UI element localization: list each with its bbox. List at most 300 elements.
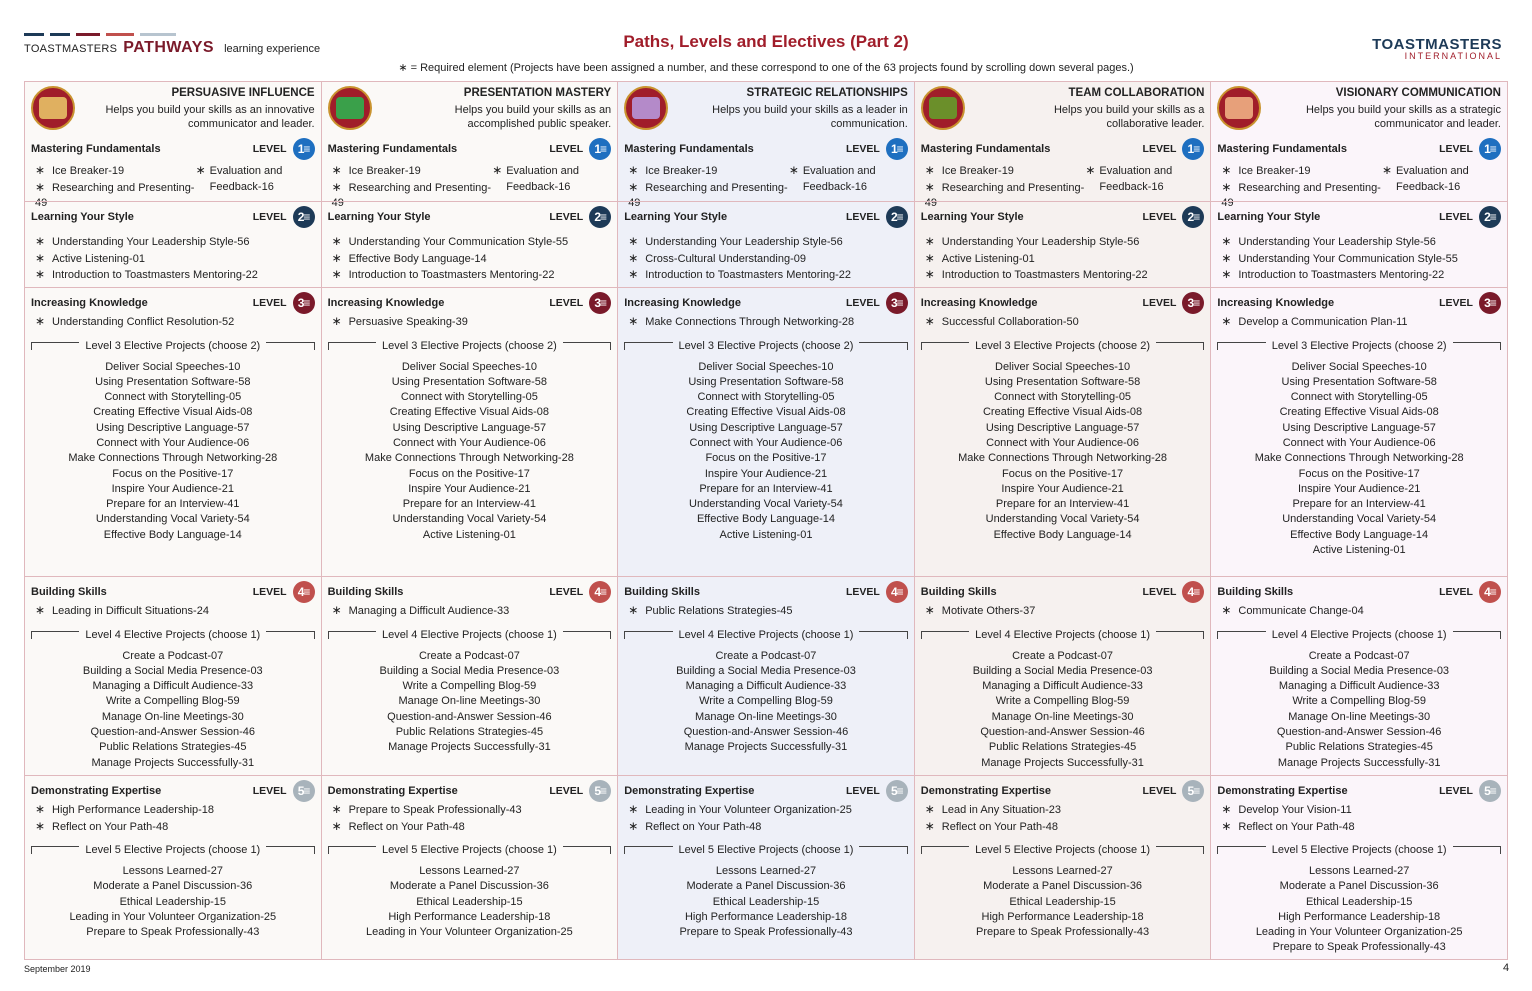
level-2-badge: 2≡: [1182, 206, 1204, 228]
level-word: LEVEL: [252, 586, 287, 598]
path-column: [618, 82, 915, 959]
required-list: [921, 603, 1205, 620]
elective-header: [1217, 844, 1501, 856]
bracket-left: [624, 342, 672, 350]
elective-project: Make Connections Through Networking-28: [68, 452, 278, 465]
bracket-right: [1156, 846, 1204, 854]
elective-project: Creating Effective Visual Aids-08: [686, 406, 846, 419]
elective-list: [624, 360, 908, 544]
level-word: LEVEL: [1439, 586, 1473, 598]
elective-title: Level 4 Elective Projects (choose 1): [1271, 628, 1447, 641]
bracket-left: [624, 846, 672, 854]
required-list: [31, 234, 315, 284]
level-indicator: [846, 138, 908, 160]
elective-header: [31, 340, 315, 352]
elective-project: Creating Effective Visual Aids-08: [1279, 406, 1439, 419]
level-indicator: [549, 780, 611, 802]
level-5-badge: 5≡: [1479, 780, 1501, 802]
required-list: [328, 603, 612, 620]
elective-project: High Performance Leadership-18: [684, 910, 847, 923]
elective-title: Level 5 Elective Projects (choose 1): [85, 844, 261, 856]
elective-project: Manage Projects Successfully-31: [684, 741, 848, 754]
level-2-section: [25, 201, 321, 287]
path-logo-emblem: [39, 97, 67, 119]
level-word: LEVEL: [1142, 586, 1177, 598]
elective-title: Level 4 Elective Projects (choose 1): [678, 628, 854, 641]
level-indicator: [549, 206, 611, 228]
level-header: [328, 206, 612, 228]
path-logo-emblem: [632, 97, 660, 119]
elective-project: Manage On-line Meetings-30: [398, 695, 541, 708]
level-indicator: [1439, 581, 1501, 603]
elective-list: [921, 360, 1205, 544]
level-3-section: [915, 287, 1211, 576]
required-list: [328, 234, 612, 284]
elective-title: Level 3 Elective Projects (choose 2): [381, 339, 557, 352]
level-indicator: [549, 581, 611, 603]
required-project: ∗ Researching and Presenting-49: [1221, 180, 1382, 212]
bracket-left: [1217, 846, 1265, 854]
elective-header: [1217, 629, 1501, 641]
level-4-section: [322, 576, 618, 775]
elective-project: Ethical Leadership-15: [1009, 895, 1116, 908]
level-name: Building Skills: [920, 586, 997, 598]
required-list: [921, 314, 1205, 331]
elective-project: Understanding Vocal Variety-54: [392, 513, 547, 526]
elective-project: Using Descriptive Language-57: [392, 421, 547, 434]
required-project: ∗ Successful Collaboration-50: [925, 314, 1205, 331]
elective-project: Deliver Social Speeches-10: [401, 360, 537, 373]
elective-project: Creating Effective Visual Aids-08: [982, 406, 1143, 419]
required-project: ∗ Reflect on Your Path-48: [628, 819, 908, 836]
elective-title: Level 5 Elective Projects (choose 1): [975, 844, 1151, 856]
level-3-badge: 3≡: [1479, 292, 1501, 314]
path-header: [618, 82, 914, 134]
level-header: [1217, 292, 1501, 314]
elective-title: Level 3 Elective Projects (choose 2): [1271, 339, 1447, 352]
paths-grid: [24, 81, 1508, 960]
level-indicator: [1439, 780, 1501, 802]
required-project: ∗ Reflect on Your Path-48: [925, 819, 1205, 836]
bracket-right: [1453, 631, 1501, 639]
elective-project: Prepare for an Interview-41: [402, 498, 537, 511]
level-header: [624, 206, 908, 228]
level-5-section: [915, 775, 1211, 959]
level-5-section: [618, 775, 914, 959]
level-word: LEVEL: [1439, 211, 1473, 223]
required-project: ∗ Introduction to Toastmasters Mentoring-22: [628, 267, 908, 284]
elective-project: Understanding Vocal Variety-54: [95, 513, 250, 526]
elective-title: Level 3 Elective Projects (choose 2): [85, 339, 261, 352]
level-indicator: [846, 780, 908, 802]
bracket-left: [921, 631, 969, 639]
level-header: [328, 138, 612, 160]
level-indicator: [549, 138, 611, 160]
elective-project: Question-and-Answer Session-46: [683, 725, 849, 738]
level-header: [1217, 206, 1501, 228]
path-name: VISIONARY COMMUNICATION: [1335, 87, 1501, 99]
elective-project: Create a Podcast-07: [715, 649, 817, 662]
required-project: ∗ Motivate Others-37: [925, 603, 1205, 620]
required-list: [31, 314, 315, 331]
required-project: ∗ Researching and Presenting-49: [35, 180, 196, 212]
elective-header: [31, 844, 315, 856]
elective-project: Focus on the Positive-17: [705, 452, 827, 465]
brand-tagline: learning experience: [224, 43, 321, 55]
elective-project: Manage Projects Successfully-31: [981, 756, 1144, 769]
level-5-badge: 5≡: [589, 780, 611, 802]
elective-project: Creating Effective Visual Aids-08: [93, 406, 253, 419]
required-project: ∗ Introduction to Toastmasters Mentoring-22: [1221, 267, 1501, 284]
elective-project: High Performance Leadership-18: [981, 910, 1144, 923]
elective-title: Level 5 Elective Projects (choose 1): [678, 844, 854, 856]
elective-project: Deliver Social Speeches-10: [1291, 360, 1427, 373]
elective-project: Manage Projects Successfully-31: [1277, 756, 1441, 769]
elective-header: [921, 844, 1205, 856]
level-1-badge: 1≡: [589, 138, 611, 160]
bracket-left: [328, 342, 376, 350]
bracket-right: [563, 342, 611, 350]
level-4-section: [25, 576, 321, 775]
level-header: [31, 206, 315, 228]
level-name: Demonstrating Expertise: [624, 785, 755, 797]
elective-project: Question-and-Answer Session-46: [1276, 725, 1442, 738]
required-project: ∗ Researching and Presenting-49: [925, 180, 1086, 212]
level-word: LEVEL: [549, 211, 584, 223]
required-project: ∗ Researching and Presenting-49: [332, 180, 493, 212]
required-project: ∗ Reflect on Your Path-48: [1221, 819, 1501, 836]
path-description: Helps you build your skills as a leader in communication.: [712, 104, 908, 130]
bracket-left: [624, 631, 672, 639]
path-name: PRESENTATION MASTERY: [463, 87, 612, 99]
level-name: Mastering Fundamentals: [31, 143, 161, 155]
path-logo-icon: [921, 86, 965, 130]
required-list: [921, 802, 1205, 835]
elective-project: Understanding Vocal Variety-54: [689, 498, 843, 511]
bracket-left: [1217, 342, 1265, 350]
bracket-right: [1453, 846, 1501, 854]
elective-project: Lessons Learned-27: [1012, 865, 1113, 877]
required-project-cont: Feedback-16: [802, 180, 868, 193]
level-header: [31, 581, 315, 603]
level-1-badge: 1≡: [1182, 138, 1204, 160]
elective-project: Inspire Your Audience-21: [1001, 482, 1124, 495]
level-name: Increasing Knowledge: [1217, 297, 1335, 309]
path-logo-emblem: [1225, 97, 1253, 119]
elective-project: Building a Social Media Presence-03: [379, 664, 560, 677]
elective-project: Prepare for an Interview-41: [106, 498, 240, 511]
level-5-badge: 5≡: [293, 780, 315, 802]
required-list: [1217, 234, 1501, 284]
level-5-section: [322, 775, 618, 959]
level-word: LEVEL: [845, 211, 880, 223]
required-project: ∗ Leading in Your Volunteer Organization-25: [628, 802, 908, 819]
elective-project: Moderate a Panel Discussion-36: [1279, 880, 1439, 893]
elective-project: Inspire Your Audience-21: [704, 467, 828, 480]
elective-project: Active Listening-01: [422, 528, 516, 541]
bracket-right: [563, 631, 611, 639]
path-logo-icon: [328, 86, 372, 130]
level-3-section: [1211, 287, 1507, 576]
required-project: ∗ Evaluation and: [789, 163, 908, 180]
level-3-section: [322, 287, 618, 576]
elective-header: [624, 844, 908, 856]
level-3-badge: 3≡: [293, 292, 315, 314]
required-project: ∗ Understanding Your Leadership Style-56: [35, 234, 315, 251]
level-name: Building Skills: [1217, 586, 1294, 598]
required-list: [624, 234, 908, 284]
elective-project: Prepare to Speak Professionally-43: [976, 926, 1150, 939]
elective-project: Using Presentation Software-58: [391, 375, 548, 388]
elective-project: Deliver Social Speeches-10: [995, 360, 1131, 373]
elective-project: Write a Compelling Blog-59: [402, 680, 537, 693]
level-word: LEVEL: [1439, 297, 1473, 309]
level-header: [328, 292, 612, 314]
level-4-badge: 4≡: [1182, 581, 1204, 603]
elective-project: Connect with Your Audience-06: [392, 436, 546, 449]
required-project: ∗ Evaluation and: [196, 163, 315, 180]
level-indicator: [549, 292, 611, 314]
elective-title: Level 4 Elective Projects (choose 1): [975, 628, 1151, 641]
required-project: ∗ High Performance Leadership-18: [35, 802, 315, 819]
elective-project: Connect with Storytelling-05: [400, 391, 538, 404]
level-4-badge: 4≡: [1479, 581, 1501, 603]
level-1-section: [322, 134, 618, 209]
bracket-right: [266, 631, 314, 639]
elective-project: Question-and-Answer Session-46: [90, 725, 256, 738]
bracket-right: [859, 342, 907, 350]
required-project: ∗ Effective Body Language-14: [332, 251, 612, 268]
level-header: [624, 581, 908, 603]
level-5-section: [25, 775, 321, 959]
elective-title: Level 5 Elective Projects (choose 1): [1271, 844, 1447, 856]
elective-project: Lessons Learned-27: [1309, 865, 1410, 877]
level-header: [1217, 138, 1501, 160]
level-header: [31, 292, 315, 314]
level-1-section: [1211, 134, 1507, 209]
required-list: [624, 314, 908, 331]
path-name: PERSUASIVE INFLUENCE: [171, 87, 315, 99]
level-indicator: [1143, 581, 1205, 603]
elective-project: Active Listening-01: [1312, 544, 1406, 557]
level-2-badge: 2≡: [886, 206, 908, 228]
elective-project: Focus on the Positive-17: [112, 467, 234, 480]
required-project: ∗ Public Relations Strategies-45: [628, 603, 908, 620]
level-indicator: [253, 780, 315, 802]
bracket-right: [859, 631, 907, 639]
level-indicator: [253, 206, 315, 228]
elective-header: [31, 629, 315, 641]
elective-list: [1217, 360, 1501, 559]
required-list: [1217, 603, 1501, 620]
bracket-left: [31, 846, 79, 854]
elective-list: [328, 864, 612, 940]
required-list: [1217, 802, 1501, 835]
level-4-badge: 4≡: [886, 581, 908, 603]
level-header: [624, 780, 908, 802]
required-project: ∗ Develop Your Vision-11: [1221, 802, 1501, 819]
path-logo-emblem: [929, 97, 957, 119]
level-2-badge: 2≡: [1479, 206, 1501, 228]
level-header: [31, 780, 315, 802]
bracket-left: [328, 846, 376, 854]
level-word: LEVEL: [549, 785, 584, 797]
elective-project: Inspire Your Audience-21: [1298, 482, 1421, 495]
level-word: LEVEL: [845, 297, 880, 309]
level-4-section: [915, 576, 1211, 775]
elective-project: Building a Social Media Presence-03: [676, 664, 856, 677]
path-logo-icon: [624, 86, 668, 130]
level-name: Learning Your Style: [624, 211, 728, 223]
level-2-badge: 2≡: [293, 206, 315, 228]
elective-list: [328, 649, 612, 756]
elective-project: Prepare to Speak Professionally-43: [86, 926, 260, 939]
level-word: LEVEL: [845, 785, 880, 797]
elective-project: Write a Compelling Blog-59: [1292, 695, 1427, 708]
elective-project: Lessons Learned-27: [122, 865, 223, 877]
path-logo-icon: [1217, 86, 1261, 130]
required-project: ∗ Understanding Your Leadership Style-56: [925, 234, 1205, 251]
elective-project: Moderate a Panel Discussion-36: [686, 880, 846, 893]
elective-project: Lessons Learned-27: [419, 865, 520, 877]
required-list: [328, 314, 612, 331]
level-2-badge: 2≡: [589, 206, 611, 228]
elective-project: Manage Projects Successfully-31: [388, 741, 551, 754]
required-project: ∗ Active Listening-01: [35, 251, 315, 268]
level-indicator: [846, 292, 908, 314]
required-project: ∗ Evaluation and: [1382, 163, 1501, 180]
bracket-right: [266, 846, 314, 854]
level-word: LEVEL: [1439, 143, 1473, 155]
required-list: [624, 802, 908, 835]
elective-project: Managing a Difficult Audience-33: [982, 680, 1143, 693]
elective-project: Make Connections Through Networking-28: [958, 452, 1168, 465]
page-title: Paths, Levels and Electives (Part 2): [623, 32, 909, 51]
elective-project: Deliver Social Speeches-10: [698, 360, 834, 373]
level-name: Building Skills: [327, 586, 404, 598]
level-4-section: [1211, 576, 1507, 775]
path-name: STRATEGIC RELATIONSHIPS: [746, 87, 908, 99]
level-1-section: [25, 134, 321, 209]
level-indicator: [253, 292, 315, 314]
level-indicator: [1143, 138, 1205, 160]
elective-project: Understanding Vocal Variety-54: [985, 513, 1140, 526]
required-list: [31, 802, 315, 835]
elective-project: Effective Body Language-14: [696, 513, 835, 526]
required-project: ∗ Introduction to Toastmasters Mentoring-22: [925, 267, 1205, 284]
required-project: ∗ Active Listening-01: [925, 251, 1205, 268]
required-project-cont: Feedback-16: [506, 180, 571, 193]
elective-project: Connect with Your Audience-06: [96, 436, 250, 449]
elective-project: Write a Compelling Blog-59: [105, 695, 240, 708]
elective-project: Connect with Your Audience-06: [986, 436, 1140, 449]
required-project: ∗ Lead in Any Situation-23: [925, 802, 1205, 819]
elective-project: Using Descriptive Language-57: [689, 421, 843, 434]
elective-project: Manage On-line Meetings-30: [695, 710, 837, 723]
elective-project: Prepare to Speak Professionally-43: [1272, 941, 1446, 954]
required-project: ∗ Evaluation and: [1085, 163, 1204, 180]
required-list: [624, 603, 908, 620]
elective-project: Prepare for an Interview-41: [699, 482, 833, 495]
path-logo-icon: [31, 86, 75, 130]
elective-project: Ethical Leadership-15: [1305, 895, 1413, 908]
level-word: LEVEL: [252, 143, 287, 155]
level-word: LEVEL: [845, 586, 880, 598]
required-project: ∗ Understanding Your Communication Style-55: [332, 234, 612, 251]
elective-project: Lessons Learned-27: [715, 865, 817, 877]
level-word: LEVEL: [1142, 297, 1177, 309]
level-word: LEVEL: [252, 297, 287, 309]
level-name: Learning Your Style: [327, 211, 431, 223]
elective-project: Prepare to Speak Professionally-43: [679, 926, 853, 939]
level-header: [921, 581, 1205, 603]
elective-project: Question-and-Answer Session-46: [387, 710, 552, 723]
elective-project: Moderate a Panel Discussion-36: [93, 880, 253, 893]
elective-project: Focus on the Positive-17: [1298, 467, 1420, 480]
required-project: ∗ Managing a Difficult Audience-33: [332, 603, 612, 620]
elective-project: Effective Body Language-14: [103, 528, 242, 541]
path-description: Helps you build your skills as an accomplished public speaker.: [454, 104, 612, 130]
elective-project: Managing a Difficult Audience-33: [1278, 680, 1440, 693]
elective-project: Connect with Storytelling-05: [697, 391, 835, 404]
path-header: [915, 82, 1211, 134]
elective-project: Create a Podcast-07: [1308, 649, 1410, 662]
elective-project: Manage On-line Meetings-30: [1288, 710, 1431, 723]
elective-project: Managing a Difficult Audience-33: [685, 680, 847, 693]
level-name: Demonstrating Expertise: [920, 785, 1051, 797]
required-note: ∗ = Required element (Projects have been assigned a number, and these correspond to one of the 63 projects found by scrolling down several pages.): [398, 62, 1134, 74]
level-5-badge: 5≡: [1182, 780, 1204, 802]
required-project: ∗ Understanding Conflict Resolution-52: [35, 314, 315, 331]
elective-title: Level 4 Elective Projects (choose 1): [381, 628, 557, 641]
level-indicator: [1439, 292, 1501, 314]
level-name: Increasing Knowledge: [920, 297, 1038, 309]
elective-list: [921, 864, 1205, 940]
required-project: ∗ Reflect on Your Path-48: [35, 819, 315, 836]
required-project: ∗ Understanding Your Communication Style-55: [1221, 251, 1501, 268]
elective-project: Write a Compelling Blog-59: [699, 695, 833, 708]
level-indicator: [846, 206, 908, 228]
elective-project: Ethical Leadership-15: [119, 895, 226, 908]
elective-project: Active Listening-01: [719, 528, 813, 541]
level-name: Learning Your Style: [31, 211, 134, 223]
elective-header: [921, 340, 1205, 352]
elective-project: Building a Social Media Presence-03: [972, 664, 1153, 677]
level-header: [921, 292, 1205, 314]
elective-header: [624, 629, 908, 641]
level-word: LEVEL: [1142, 211, 1177, 223]
required-list: [1217, 314, 1501, 331]
required-project-cont: Feedback-16: [1396, 180, 1461, 193]
level-word: LEVEL: [549, 143, 584, 155]
elective-project: Using Descriptive Language-57: [985, 421, 1140, 434]
required-project: ∗ Introduction to Toastmasters Mentoring-22: [35, 267, 315, 284]
required-project: ∗ Cross-Cultural Understanding-09: [628, 251, 908, 268]
elective-project: Effective Body Language-14: [1290, 528, 1429, 541]
elective-project: Creating Effective Visual Aids-08: [389, 406, 549, 419]
level-indicator: [1439, 138, 1501, 160]
level-name: Building Skills: [31, 586, 107, 598]
elective-project: Leading in Your Volunteer Organization-25: [366, 926, 573, 939]
elective-title: Level 4 Elective Projects (choose 1): [85, 628, 261, 641]
elective-project: Using Presentation Software-58: [95, 375, 251, 388]
brand-pathways: PATHWAYS: [123, 39, 215, 56]
required-list: [921, 234, 1205, 284]
path-logo-emblem: [336, 97, 364, 119]
level-5-badge: 5≡: [886, 780, 908, 802]
bracket-right: [1156, 631, 1204, 639]
level-header: [328, 581, 612, 603]
